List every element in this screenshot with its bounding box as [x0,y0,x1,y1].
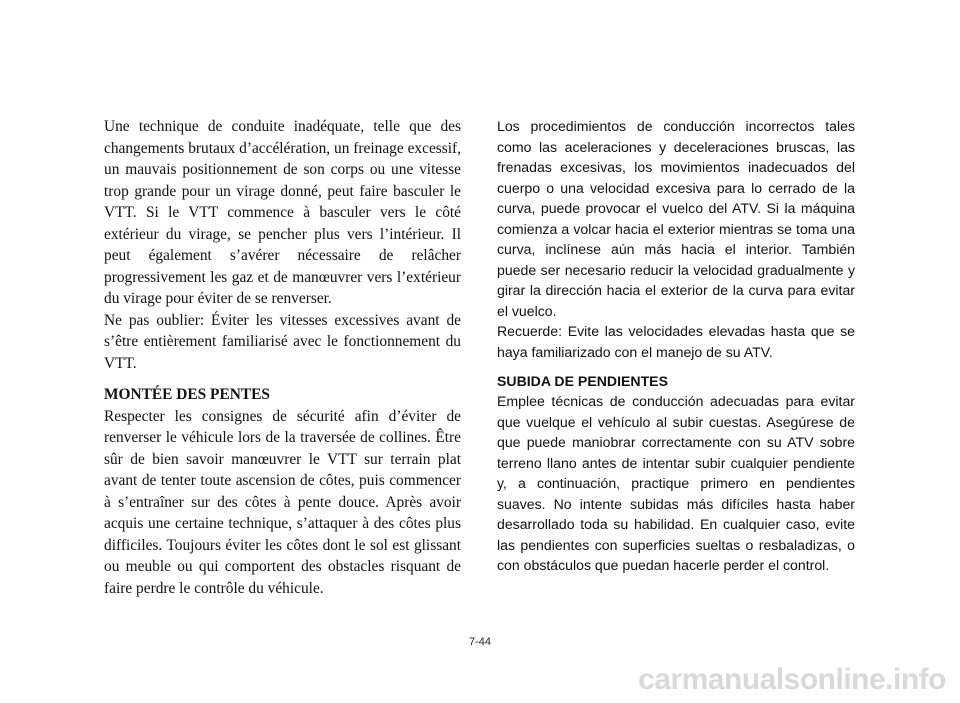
watermark: carmanualsonline.info [638,663,946,696]
spanish-section-heading: SUBIDA DE PENDIENTES [497,372,668,389]
page-number: 7-44 [468,636,492,648]
french-paragraph-3: Respecter les consignes de sécurité afin d’éviter de renverser le véhicule lors de la traversée de collines. Être sûr de bien savoir manœuvrer le VTT sur terrain plat avant de tenter toute ascension de côtes, puis commencer à s’entraîner sur des côtes à pente douce. Après avoir acquis une certaine technique, s’attaquer à des côtes plus difficiles. Toujours éviter les côtes dont le sol est glissant ou meuble ou qui comportent des obstacles risquant de faire perdre le contrôle du véhicule. [104,407,461,597]
french-paragraph-1: Une technique de conduite inadéquate, telle que des changements brutaux d’accélération, un freinage excessif, un mauvais positionnement de son corps ou une vitesse trop grande pour un virage donné, peut faire basculer le VTT. Si le VTT commence à basculer vers le côté extérieur du virage, se pencher plus vers l’intérieur. Il peut également s’avérer nécessaire de relâcher progressivement les gaz et de manœuvrer vers l’extérieur du virage pour éviter de se renverser. [104,118,461,307]
spanish-paragraph-1: Los procedimientos de conducción incorrectos tales como las aceleraciones y deceleraciones bruscas, las frenadas excesivas, los movimientos inadecuados del cuerpo o una velocidad excesiva para lo cerrado de la curva, puede provocar el vuelco del ATV. Si la máquina comienza a volcar hacia el exterior mientras se toma una curva, inclínese aún más hacia el interior. También puede ser necesario reducir la velocidad gradualmente y girar la dirección hacia el exterior de la curva para evitar el vuelco. [497,118,855,319]
french-column [104,116,461,599]
spanish-column [497,116,855,576]
spanish-paragraph-2: Recuerde: Evite las velocidades elevadas hasta que se haya familiarizado con el manejo de su ATV. [497,323,855,361]
french-paragraph-2: Ne pas oublier: Éviter les vitesses excessives avant de s’être entièrement familiarisé avec le fonctionnement du VTT. [104,311,461,372]
spanish-paragraph-3: Emplee técnicas de conducción adecuadas para evitar que vuelque el vehículo al subir cuestas. Asegúrese de que puede maniobrar correctamente con su ATV sobre terreno llano antes de intentar subir cualquier pendiente y, a continuación, practique primero en pendientes suaves. No intente subidas más difíciles hasta haber desarrollado toda su habilidad. En cualquier caso, evite las pendientes con superficies sueltas o resbaladizas, o con obstáculos que puedan hacerle perder el control. [497,393,855,574]
french-section-heading: MONTÉE DES PENTES [104,386,270,403]
